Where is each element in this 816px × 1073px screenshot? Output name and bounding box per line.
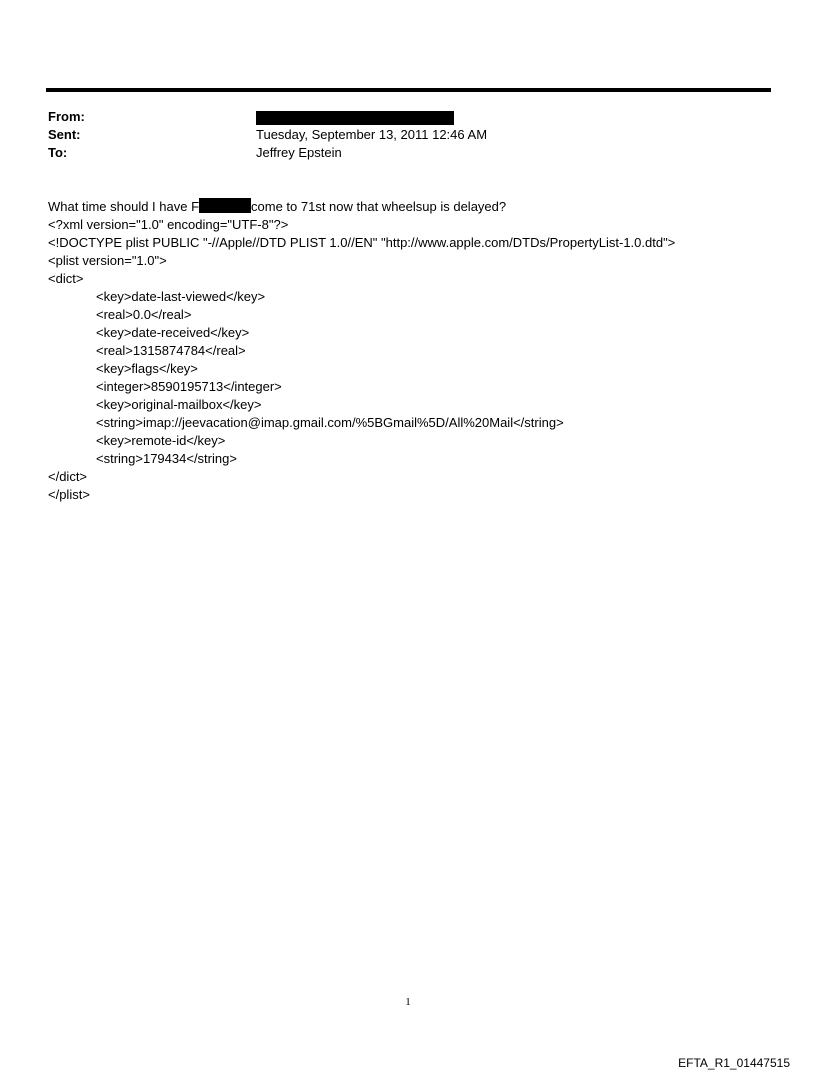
dict-line: <string>179434</string> bbox=[96, 451, 237, 466]
header-divider bbox=[46, 88, 771, 92]
sent-value: Tuesday, September 13, 2011 12:46 AM bbox=[256, 127, 488, 142]
to-value: Jeffrey Epstein bbox=[256, 145, 342, 160]
message-line: <?xml version="1.0" encoding="UTF-8"?> bbox=[48, 217, 289, 232]
dict-line: <key>date-received</key> bbox=[96, 325, 250, 340]
page-number: 1 bbox=[405, 996, 411, 1008]
dict-line: <real>1315874784</real> bbox=[96, 343, 246, 358]
message-line: </dict> bbox=[48, 469, 88, 484]
dict-line: <key>date-last-viewed</key> bbox=[96, 289, 266, 304]
message-line: </plist> bbox=[48, 487, 90, 502]
sent-row bbox=[48, 126, 768, 144]
from-row bbox=[48, 108, 768, 126]
redaction-block bbox=[199, 198, 251, 213]
message-first-line bbox=[48, 198, 788, 216]
message-line: <!DOCTYPE plist PUBLIC "-//Apple//DTD PLIST 1.0//EN" "http://www.apple.com/DTDs/PropertyList-1.0.dtd"> bbox=[48, 235, 676, 250]
email-header bbox=[48, 108, 768, 162]
message-body bbox=[48, 198, 788, 504]
dict-line: <key>remote-id</key> bbox=[96, 433, 226, 448]
message-line: <dict> bbox=[48, 271, 84, 286]
dict-line: <key>original-mailbox</key> bbox=[96, 397, 262, 412]
to-row bbox=[48, 144, 768, 162]
redaction-block bbox=[256, 111, 454, 125]
to-label: To: bbox=[48, 145, 68, 160]
message-line: <plist version="1.0"> bbox=[48, 253, 167, 268]
sent-label: Sent: bbox=[48, 127, 81, 142]
message-text-end: come to 71st now that wheelsup is delayed? bbox=[251, 199, 507, 214]
from-label: From: bbox=[48, 109, 85, 124]
dict-line: <key>flags</key> bbox=[96, 361, 198, 376]
dict-line: <real>0.0</real> bbox=[96, 307, 192, 322]
dict-line: <string>imap://jeevacation@imap.gmail.com/%5BGmail%5D/All%20Mail</string> bbox=[96, 415, 564, 430]
dict-line: <integer>8590195713</integer> bbox=[96, 379, 282, 394]
message-text-start: What time should I have F bbox=[48, 199, 200, 214]
from-value bbox=[256, 108, 768, 126]
document-id: EFTA_R1_01447515 bbox=[678, 1056, 790, 1070]
